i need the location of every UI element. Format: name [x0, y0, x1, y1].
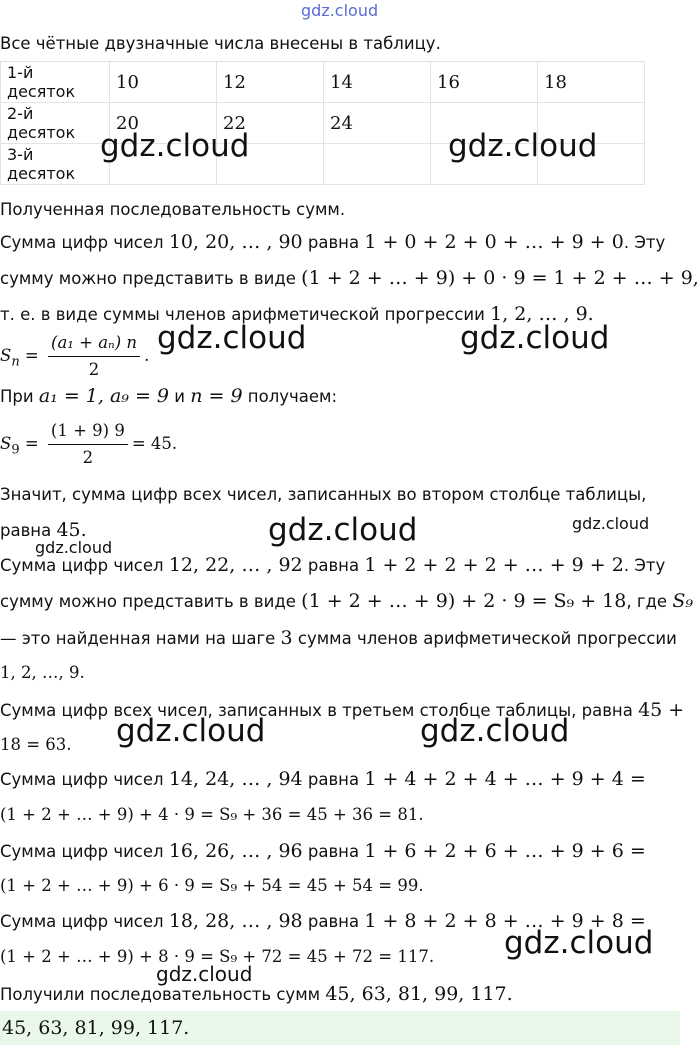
table-cell: 18 — [538, 62, 645, 103]
math-span: 12, 22, … , 92 — [168, 554, 303, 576]
text-span: сумма членов арифметической прогрессии — [292, 629, 677, 648]
math-span: 18, 28, … , 98 — [168, 910, 303, 932]
math-span: 45 + — [638, 699, 685, 721]
fraction-numerator: (1 + 9) 9 — [48, 418, 128, 445]
text-line: Значит, сумма цифр всех чисел, записанных во втором столбце таблицы, — [0, 485, 647, 504]
text-span: равна — [302, 556, 365, 575]
math-span: (1 + 2 + … + 9) + 2 · 9 = S₉ + 18 — [301, 590, 627, 612]
watermark: gdz.cloud — [268, 512, 418, 548]
text-span: . Эту — [623, 556, 666, 575]
math-span: 1 + 0 + 2 + 0 + … + 9 + 0 — [364, 231, 624, 253]
text-line — [0, 384, 337, 409]
text-span: Сумма цифр всех чисел, записанных в третьем столбце таблицы, равна — [0, 701, 639, 720]
text-span: При — [0, 387, 39, 406]
table-cell: 20 — [110, 103, 217, 144]
table-row — [1, 62, 645, 103]
text-line: (1 + 2 + … + 9) + 4 · 9 = S₉ + 36 = 45 + 36 = 81. — [0, 805, 424, 824]
watermark: gdz.cloud — [100, 128, 250, 164]
text-span: равна — [0, 521, 57, 540]
text-span: , где — [626, 592, 673, 611]
math-span: 9 — [11, 442, 20, 458]
watermark: gdz.cloud — [572, 514, 650, 533]
text-line — [0, 767, 646, 792]
watermark: gdz.cloud — [504, 925, 654, 961]
text-span: сумму можно представить в виде — [0, 269, 302, 288]
text-line: 18 = 63. — [0, 735, 72, 754]
numbers-table — [0, 61, 645, 185]
fraction-denominator: 2 — [88, 360, 100, 379]
table-cell: 16 — [431, 62, 538, 103]
text-line — [0, 266, 699, 291]
math-span: 1, 2, … , 9. — [490, 303, 594, 325]
watermark: gdz.cloud — [157, 320, 307, 356]
text-span: Получили последовательность сумм — [0, 985, 326, 1004]
text-line: Полученная последовательность сумм. — [0, 200, 346, 219]
text-span: равна — [302, 912, 365, 931]
math-span: 10, 20, … , 90 — [168, 231, 303, 253]
fraction-denominator: 2 — [82, 448, 94, 467]
text-span: получаем: — [242, 387, 338, 406]
math-span: 1 + 6 + 2 + 6 + … + 9 + 6 = — [364, 840, 646, 862]
math-span: (1 + 2 + … + 9) + 0 · 9 = 1 + 2 + … + 9, — [301, 267, 699, 289]
math-span: 1 + 4 + 2 + 4 + … + 9 + 4 = — [364, 768, 646, 790]
row-label: 3-й десяток — [1, 144, 110, 185]
text-span: — это найденная нами на шаге — [0, 629, 281, 648]
math-span: S₉ — [672, 590, 693, 612]
math-span: = 45. — [131, 434, 178, 453]
math-span: 16, 26, … , 96 — [168, 840, 303, 862]
math-span: 14, 24, … , 94 — [168, 768, 303, 790]
watermark: gdz.cloud — [420, 713, 570, 749]
text-line — [0, 589, 693, 614]
math-span: 3 — [280, 627, 293, 649]
text-line — [0, 698, 684, 723]
table-cell: 10 — [110, 62, 217, 103]
table-cell — [324, 144, 431, 185]
math-span: 1 + 8 + 2 + 8 + … + 9 + 8 = — [364, 910, 646, 932]
text-span: и — [169, 387, 191, 406]
fraction — [48, 418, 128, 471]
text-span: . Эту — [623, 233, 666, 252]
text-line — [0, 230, 665, 255]
text-span: равна — [302, 842, 365, 861]
table-cell: 24 — [324, 103, 431, 144]
math-span: 45. — [56, 519, 87, 541]
text-line — [0, 982, 513, 1007]
text-span: Сумма цифр чисел — [0, 556, 169, 575]
intro-text: Все чётные двузначные числа внесены в таблицу. — [0, 34, 441, 53]
math-span: S — [0, 346, 12, 365]
math-span: a₁ = 1, a₉ = 9 — [38, 385, 170, 407]
text-line: 1, 2, …, 9. — [0, 663, 85, 682]
watermark: gdz.cloud — [156, 962, 253, 986]
text-span: Сумма цифр чисел — [0, 912, 169, 931]
math-span: 1 + 2 + 2 + 2 + … + 9 + 2 — [364, 554, 624, 576]
formula-s9: $S_9$ = $\frac{(1 + 9) 9}{2}$ = 45. — [0, 418, 177, 476]
text-line: (1 + 2 + … + 9) + 8 · 9 = S₉ + 72 = 45 + 72 = 117. — [0, 947, 435, 966]
row-label: 1-й десяток — [1, 62, 110, 103]
fraction-numerator: (a₁ + aₙ) n — [48, 330, 140, 357]
text-span: Сумма цифр чисел — [0, 233, 169, 252]
math-span: 45, 63, 81, 99, 117. — [325, 983, 513, 1005]
fraction — [48, 330, 140, 383]
text-span: сумму можно представить в виде — [0, 592, 302, 611]
text-span: Сумма цифр чисел — [0, 770, 169, 789]
formula-sn: $S_n$ = $\frac{\text{(a₁ + aₙ) n}}{2}$ . — [0, 330, 149, 388]
text-span: равна — [302, 770, 365, 789]
text-span: равна — [302, 233, 365, 252]
watermark: gdz.cloud — [448, 128, 598, 164]
text-line: (1 + 2 + … + 9) + 6 · 9 = S₉ + 54 = 45 + 54 = 99. — [0, 876, 424, 895]
watermark: gdz.cloud — [460, 320, 610, 356]
table-cell: 22 — [217, 103, 324, 144]
table-cell: 12 — [217, 62, 324, 103]
text-line — [0, 839, 646, 864]
row-label: 2-й десяток — [1, 103, 110, 144]
watermark: gdz.cloud — [35, 538, 113, 557]
text-span: Сумма цифр чисел — [0, 842, 169, 861]
text-span: т. е. в виде суммы членов арифметической прогрессии — [0, 305, 491, 324]
watermark-top: gdz.cloud — [301, 1, 379, 20]
text-line — [0, 626, 677, 651]
math-span: n — [11, 354, 20, 370]
math-span: n = 9 — [190, 385, 243, 407]
math-span: S — [0, 434, 12, 453]
table-cell: 14 — [324, 62, 431, 103]
answer-box: 45, 63, 81, 99, 117. — [0, 1011, 680, 1045]
watermark: gdz.cloud — [116, 713, 266, 749]
